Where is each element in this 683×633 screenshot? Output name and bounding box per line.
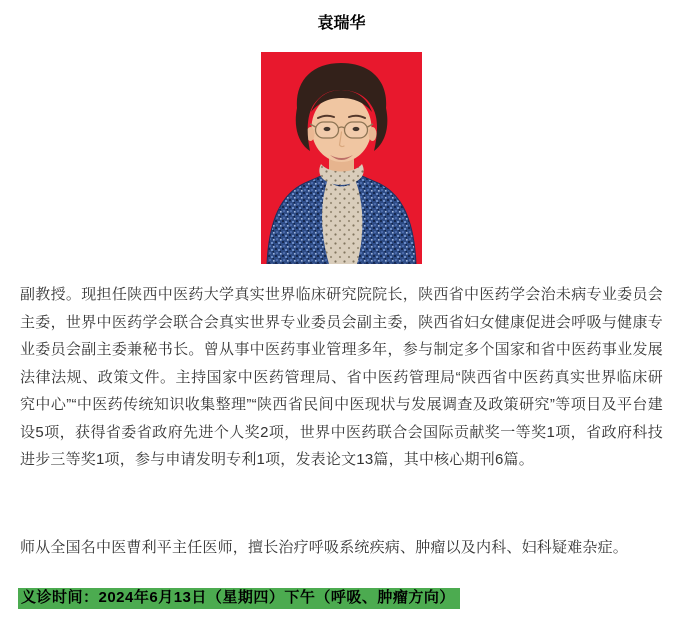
clinic-time-highlight: 义诊时间：2024年6月13日（星期四）下午（呼吸、肿瘤方向）	[18, 588, 460, 609]
mentor-paragraph: 师从全国名中医曹利平主任医师，擅长治疗呼吸系统疾病、肿瘤以及内科、妇科疑难杂症。	[20, 538, 629, 556]
bio-paragraph: 副教授。现担任陕西中医药大学真实世界临床研究院院长，陕西省中医药学会治未病专业委员会主委，世界中医药学会联合会真实世界专业委员会副主委，陕西省妇女健康促进会呼吸与健康专业委员会副主委兼秘书长。曾从事中医药事业管理多年，参与制定多个国家和省中医药事业发展法律法规、政策文件。主持国家中医药管理局、省中医药管理局“陕西省中医药真实世界临床研究中心”“中医药传统知识收集整理”“陕西省民间中医现状与发展调查及政策研究”等项目及平台建设5项，获得省委省政府先进个人奖2项，世界中医药联合会国际贡献奖一等奖1项，省政府科技进步三等奖1项，参与申请发明专利1项，发表论文13篇，其中核心期刊6篇。	[20, 286, 663, 468]
page-title: 袁瑞华	[317, 15, 366, 32]
clinic-time-line	[18, 588, 663, 609]
portrait-photo	[261, 52, 422, 264]
photo-container	[0, 52, 683, 264]
